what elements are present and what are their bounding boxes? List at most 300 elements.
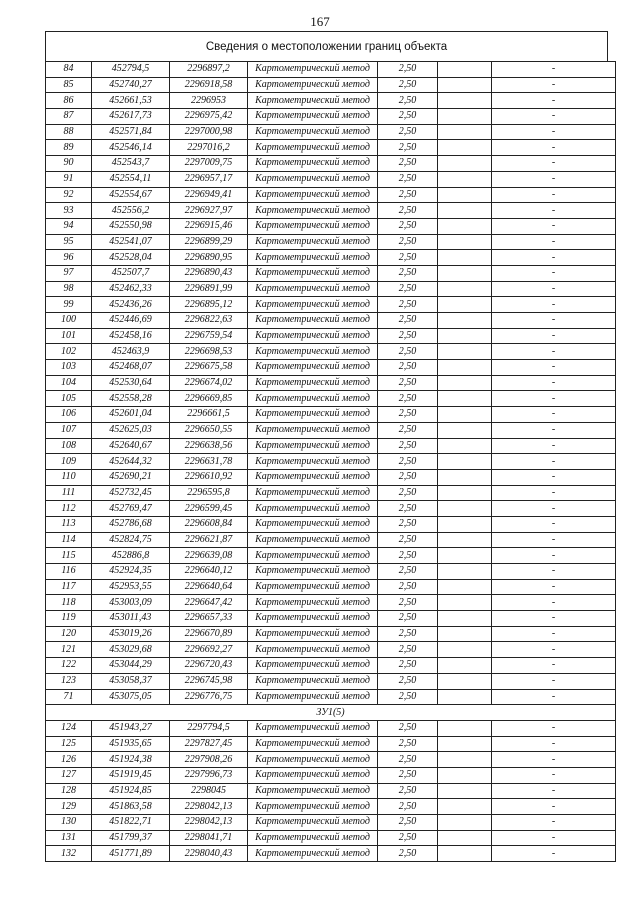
error-value: 2,50 [378,548,438,564]
dash-cell: - [492,720,616,736]
coord-y: 2296595,8 [170,485,248,501]
coord-y: 2296669,85 [170,391,248,407]
method: Картометрический метод [248,297,378,313]
dash-cell: - [492,532,616,548]
point-number: 111 [46,485,92,501]
point-number: 127 [46,767,92,783]
coord-x: 453029,68 [92,642,170,658]
dash-cell: - [492,234,616,250]
coord-x: 451924,38 [92,752,170,768]
coord-x: 452924,35 [92,564,170,580]
error-value: 2,50 [378,830,438,846]
coord-x: 452541,07 [92,234,170,250]
method: Картометрический метод [248,234,378,250]
dash-cell: - [492,658,616,674]
coord-x: 451924,85 [92,783,170,799]
blank-cell [438,548,492,564]
error-value: 2,50 [378,109,438,125]
coord-x: 452769,47 [92,501,170,517]
blank-cell [438,642,492,658]
method: Картометрический метод [248,422,378,438]
coord-x: 452554,67 [92,187,170,203]
error-value: 2,50 [378,281,438,297]
dash-cell: - [492,109,616,125]
coord-x: 452546,14 [92,140,170,156]
point-number: 88 [46,124,92,140]
coord-y: 2297996,73 [170,767,248,783]
method: Картометрический метод [248,313,378,329]
point-number: 101 [46,328,92,344]
point-number: 131 [46,830,92,846]
dash-cell: - [492,815,616,831]
coord-x: 452740,27 [92,77,170,93]
table-row [46,250,616,266]
error-value: 2,50 [378,516,438,532]
dash-cell: - [492,375,616,391]
point-number: 98 [46,281,92,297]
coord-x: 452530,64 [92,375,170,391]
point-number: 105 [46,391,92,407]
coord-x: 452786,68 [92,516,170,532]
error-value: 2,50 [378,438,438,454]
method: Картометрический метод [248,548,378,564]
error-value: 2,50 [378,422,438,438]
coord-y: 2296640,12 [170,564,248,580]
point-number: 96 [46,250,92,266]
method: Картометрический метод [248,642,378,658]
coord-y: 2296915,46 [170,218,248,234]
table-row [46,815,616,831]
coord-x: 452644,32 [92,454,170,470]
table-row [46,611,616,627]
point-number: 93 [46,203,92,219]
point-number: 123 [46,673,92,689]
method: Картометрический метод [248,375,378,391]
point-number: 118 [46,595,92,611]
coord-x: 452794,5 [92,62,170,78]
coord-x: 452550,98 [92,218,170,234]
dash-cell: - [492,391,616,407]
table-row [46,171,616,187]
point-number: 112 [46,501,92,517]
dash-cell: - [492,642,616,658]
blank-cell [438,234,492,250]
blank-cell [438,265,492,281]
blank-cell [438,124,492,140]
blank-cell [438,846,492,862]
table-row [46,579,616,595]
dash-cell: - [492,360,616,376]
point-number: 90 [46,156,92,172]
point-number: 116 [46,564,92,580]
coord-y: 2296918,58 [170,77,248,93]
blank-cell [438,187,492,203]
coord-y: 2298045 [170,783,248,799]
dash-cell: - [492,564,616,580]
coord-x: 452556,2 [92,203,170,219]
blank-cell [438,360,492,376]
coord-x: 451822,71 [92,815,170,831]
point-number: 89 [46,140,92,156]
table-row [46,799,616,815]
dash-cell: - [492,281,616,297]
dash-cell: - [492,203,616,219]
coord-y: 2297827,45 [170,736,248,752]
coord-x: 453075,05 [92,689,170,705]
table-row [46,532,616,548]
point-number: 115 [46,548,92,564]
blank-cell [438,469,492,485]
table-row [46,422,616,438]
table-row [46,485,616,501]
coord-y: 2297009,75 [170,156,248,172]
coord-x: 452558,28 [92,391,170,407]
section-label: ЗУ1(5) [46,705,616,721]
table-row [46,846,616,862]
coord-x: 452507,7 [92,265,170,281]
table-row [46,783,616,799]
error-value: 2,50 [378,156,438,172]
blank-cell [438,422,492,438]
error-value: 2,50 [378,611,438,627]
dash-cell: - [492,124,616,140]
page-number: 167 [310,14,330,29]
coord-x: 451799,37 [92,830,170,846]
method: Картометрический метод [248,658,378,674]
error-value: 2,50 [378,265,438,281]
method: Картометрический метод [248,501,378,517]
boundary-points-table [45,61,616,862]
blank-cell [438,830,492,846]
dash-cell: - [492,422,616,438]
error-value: 2,50 [378,407,438,423]
method: Картометрический метод [248,187,378,203]
error-value: 2,50 [378,171,438,187]
table-row [46,187,616,203]
point-number: 104 [46,375,92,391]
coord-x: 452571,84 [92,124,170,140]
dash-cell: - [492,469,616,485]
method: Картометрический метод [248,344,378,360]
coord-y: 2297794,5 [170,720,248,736]
blank-cell [438,752,492,768]
table-row [46,375,616,391]
dash-cell: - [492,752,616,768]
table-row [46,156,616,172]
point-number: 91 [46,171,92,187]
error-value: 2,50 [378,250,438,266]
error-value: 2,50 [378,815,438,831]
blank-cell [438,109,492,125]
coord-x: 451935,65 [92,736,170,752]
table-row [46,564,616,580]
dash-cell: - [492,830,616,846]
blank-cell [438,313,492,329]
coord-y: 2296759,54 [170,328,248,344]
blank-cell [438,156,492,172]
error-value: 2,50 [378,720,438,736]
coord-y: 2296720,43 [170,658,248,674]
table-row [46,438,616,454]
coord-x: 452436,26 [92,297,170,313]
error-value: 2,50 [378,469,438,485]
error-value: 2,50 [378,501,438,517]
error-value: 2,50 [378,579,438,595]
method: Картометрический метод [248,485,378,501]
point-number: 125 [46,736,92,752]
coord-x: 452661,53 [92,93,170,109]
blank-cell [438,799,492,815]
dash-cell: - [492,548,616,564]
error-value: 2,50 [378,799,438,815]
coord-y: 2296822,63 [170,313,248,329]
method: Картометрический метод [248,673,378,689]
error-value: 2,50 [378,344,438,360]
coord-y: 2296631,78 [170,454,248,470]
point-number: 117 [46,579,92,595]
coord-y: 2296639,08 [170,548,248,564]
error-value: 2,50 [378,187,438,203]
coord-x: 453044,29 [92,658,170,674]
error-value: 2,50 [378,328,438,344]
coord-y: 2296899,29 [170,234,248,250]
dash-cell: - [492,407,616,423]
table-row [46,124,616,140]
table-row [46,77,616,93]
table-row [46,626,616,642]
error-value: 2,50 [378,626,438,642]
dash-cell: - [492,297,616,313]
coord-x: 452601,04 [92,407,170,423]
error-value: 2,50 [378,532,438,548]
point-number: 92 [46,187,92,203]
blank-cell [438,579,492,595]
coord-y: 2296891,99 [170,281,248,297]
coord-y: 2297000,98 [170,124,248,140]
coord-x: 452690,21 [92,469,170,485]
method: Картометрический метод [248,736,378,752]
coord-x: 453003,09 [92,595,170,611]
coord-y: 2296650,55 [170,422,248,438]
table-header: Сведения о местоположении границ объекта [45,31,608,61]
point-number: 108 [46,438,92,454]
coord-y: 2296610,92 [170,469,248,485]
error-value: 2,50 [378,93,438,109]
coord-y: 2296745,98 [170,673,248,689]
point-number: 95 [46,234,92,250]
coord-x: 452953,55 [92,579,170,595]
table-row [46,689,616,705]
blank-cell [438,501,492,517]
method: Картометрический метод [248,611,378,627]
table-row [46,109,616,125]
error-value: 2,50 [378,689,438,705]
blank-cell [438,673,492,689]
boundary-table-frame [45,31,608,862]
coord-y: 2296670,89 [170,626,248,642]
coord-x: 451771,89 [92,846,170,862]
blank-cell [438,736,492,752]
method: Картометрический метод [248,93,378,109]
error-value: 2,50 [378,234,438,250]
table-row [46,297,616,313]
dash-cell: - [492,344,616,360]
blank-cell [438,140,492,156]
error-value: 2,50 [378,658,438,674]
method: Картометрический метод [248,328,378,344]
dash-cell: - [492,626,616,642]
dash-cell: - [492,595,616,611]
error-value: 2,50 [378,140,438,156]
coord-y: 2296599,45 [170,501,248,517]
method: Картометрический метод [248,360,378,376]
blank-cell [438,203,492,219]
table-row [46,673,616,689]
point-number: 121 [46,642,92,658]
point-number: 103 [46,360,92,376]
table-row [46,218,616,234]
table-row [46,548,616,564]
error-value: 2,50 [378,673,438,689]
error-value: 2,50 [378,62,438,78]
dash-cell: - [492,250,616,266]
coord-y: 2296776,75 [170,689,248,705]
coord-y: 2298041,71 [170,830,248,846]
dash-cell: - [492,328,616,344]
method: Картометрический метод [248,407,378,423]
point-number: 109 [46,454,92,470]
coord-y: 2296953 [170,93,248,109]
table-row [46,642,616,658]
point-number: 94 [46,218,92,234]
point-number: 102 [46,344,92,360]
coord-y: 2296890,95 [170,250,248,266]
dash-cell: - [492,438,616,454]
error-value: 2,50 [378,564,438,580]
table-row [46,93,616,109]
table-row [46,313,616,329]
dash-cell: - [492,187,616,203]
dash-cell: - [492,736,616,752]
coord-y: 2297908,26 [170,752,248,768]
error-value: 2,50 [378,313,438,329]
coord-x: 452463,9 [92,344,170,360]
dash-cell: - [492,77,616,93]
point-number: 126 [46,752,92,768]
blank-cell [438,438,492,454]
blank-cell [438,407,492,423]
table-row [46,595,616,611]
dash-cell: - [492,140,616,156]
point-number: 130 [46,815,92,831]
method: Картометрический метод [248,218,378,234]
error-value: 2,50 [378,642,438,658]
coord-x: 451919,45 [92,767,170,783]
dash-cell: - [492,156,616,172]
section-row [46,705,616,721]
table-row [46,736,616,752]
coord-y: 2296949,41 [170,187,248,203]
method: Картометрический метод [248,516,378,532]
error-value: 2,50 [378,203,438,219]
table-row [46,203,616,219]
table-row [46,469,616,485]
coord-x: 452543,7 [92,156,170,172]
blank-cell [438,564,492,580]
blank-cell [438,375,492,391]
coord-x: 452732,45 [92,485,170,501]
table-row [46,328,616,344]
point-number: 120 [46,626,92,642]
table-row [46,830,616,846]
blank-cell [438,720,492,736]
method: Картометрический метод [248,564,378,580]
point-number: 128 [46,783,92,799]
point-number: 100 [46,313,92,329]
dash-cell: - [492,673,616,689]
coord-y: 2296890,43 [170,265,248,281]
error-value: 2,50 [378,485,438,501]
table-row [46,767,616,783]
coord-y: 2296638,56 [170,438,248,454]
blank-cell [438,689,492,705]
table-row [46,454,616,470]
coord-y: 2296927,97 [170,203,248,219]
coord-x: 452462,33 [92,281,170,297]
dash-cell: - [492,218,616,234]
table-row [46,752,616,768]
coord-x: 452824,75 [92,532,170,548]
coord-x: 451863,58 [92,799,170,815]
method: Картометрический метод [248,830,378,846]
table-row [46,391,616,407]
coord-x: 452528,04 [92,250,170,266]
point-number: 122 [46,658,92,674]
method: Картометрический метод [248,140,378,156]
coord-y: 2296621,87 [170,532,248,548]
error-value: 2,50 [378,360,438,376]
blank-cell [438,328,492,344]
method: Картометрический метод [248,783,378,799]
blank-cell [438,767,492,783]
dash-cell: - [492,611,616,627]
error-value: 2,50 [378,595,438,611]
dash-cell: - [492,93,616,109]
point-number: 71 [46,689,92,705]
method: Картометрический метод [248,77,378,93]
method: Картометрический метод [248,799,378,815]
point-number: 97 [46,265,92,281]
dash-cell: - [492,516,616,532]
coord-x: 452458,16 [92,328,170,344]
table-row [46,501,616,517]
dash-cell: - [492,62,616,78]
error-value: 2,50 [378,375,438,391]
coord-y: 2296608,84 [170,516,248,532]
point-number: 86 [46,93,92,109]
dash-cell: - [492,783,616,799]
coord-x: 451943,27 [92,720,170,736]
method: Картометрический метод [248,156,378,172]
error-value: 2,50 [378,77,438,93]
coord-y: 2296661,5 [170,407,248,423]
blank-cell [438,218,492,234]
method: Картометрический метод [248,391,378,407]
coord-y: 2296975,42 [170,109,248,125]
method: Картометрический метод [248,579,378,595]
dash-cell: - [492,454,616,470]
method: Картометрический метод [248,752,378,768]
